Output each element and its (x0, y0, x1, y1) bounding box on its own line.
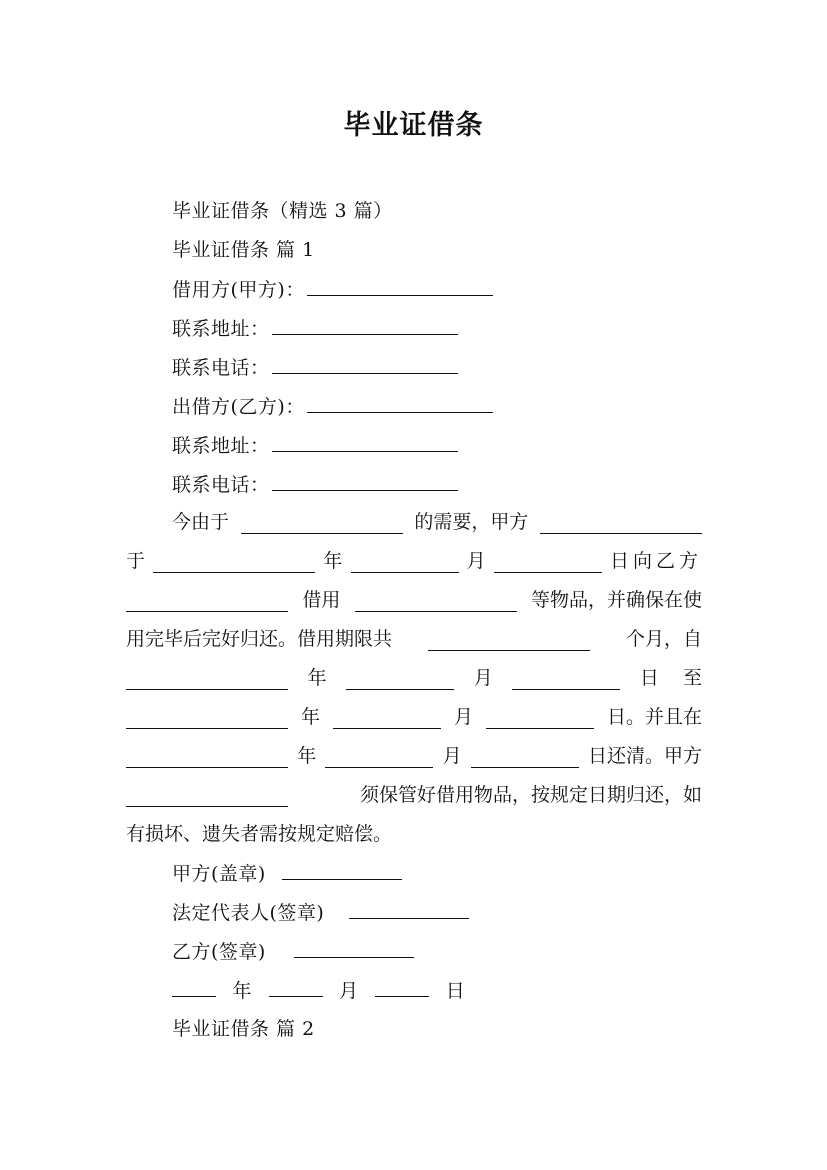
body-text: 于 (126, 550, 146, 572)
document-subtitle: 毕业证借条（精选 3 篇） (172, 200, 393, 222)
body-blank (126, 593, 288, 612)
body-text: 月 (473, 667, 493, 689)
party-b-address-line (172, 433, 460, 458)
date-year-blank (172, 978, 216, 997)
body-blank (351, 554, 459, 573)
body-line-9 (126, 822, 702, 846)
party-a-blank (307, 277, 493, 296)
body-blank (346, 671, 454, 690)
body-text: 年 (323, 550, 343, 572)
body-blank (241, 515, 403, 534)
body-blank (494, 554, 602, 573)
body-line-8 (126, 783, 702, 807)
party-b-phone-label: 联系电话： (172, 474, 270, 496)
body-blank (153, 554, 315, 573)
party-b-phone-line (172, 472, 460, 497)
body-line-5 (126, 666, 702, 690)
date-day-blank (375, 978, 429, 997)
body-text: 的需要，甲方 (414, 511, 529, 533)
body-text: 今由于 (172, 511, 230, 533)
body-text: 日 至 (639, 667, 702, 689)
body-line-1 (172, 510, 702, 534)
date-year-label: 年 (232, 980, 253, 1002)
body-blank (428, 632, 590, 651)
party-b-address-label: 联系地址： (172, 435, 270, 457)
party-a-address-blank (272, 316, 458, 335)
sign-party-a-label: 甲方(盖章) (172, 863, 266, 885)
body-blank (126, 749, 288, 768)
body-line-2 (126, 549, 702, 573)
party-a-address-label: 联系地址： (172, 318, 270, 340)
body-blank (126, 788, 288, 807)
party-b-phone-blank (272, 472, 458, 491)
date-day-label: 日 (445, 980, 466, 1002)
body-text: 日向乙方 (609, 550, 702, 572)
sign-legal-rep-blank (349, 900, 469, 919)
section-heading-2: 毕业证借条 篇 2 (172, 1018, 315, 1040)
party-b-label: 出借方(乙方)： (172, 396, 305, 418)
date-month-blank (269, 978, 323, 997)
party-a-line (172, 277, 495, 302)
body-line-7 (126, 744, 702, 768)
body-text: 有损坏、遗失者需按规定赔偿。 (126, 823, 393, 845)
body-text: 须保管好借用物品，按规定日期归还，如 (359, 784, 702, 806)
body-text: 等物品，并确保在使 (530, 589, 702, 611)
party-a-label: 借用方(甲方)： (172, 279, 305, 301)
sign-party-b-label: 乙方(签章) (172, 941, 266, 963)
party-a-phone-line (172, 355, 460, 380)
body-text: 个月，自 (625, 628, 702, 650)
body-blank (512, 671, 620, 690)
sign-party-a-line (172, 861, 404, 886)
body-text: 用完毕后完好归还。借用期限共 (126, 628, 393, 650)
body-text: 日还清。甲方 (587, 745, 702, 767)
sign-party-b-blank (294, 939, 414, 958)
party-a-phone-label: 联系电话： (172, 357, 270, 379)
date-month-label: 月 (339, 980, 359, 1002)
document-title: 毕业证借条 (343, 110, 484, 141)
date-line (172, 978, 473, 1003)
body-line-3 (126, 588, 702, 612)
section-heading-1: 毕业证借条 篇 1 (172, 239, 315, 261)
body-blank (333, 710, 441, 729)
body-text: 月 (466, 550, 486, 572)
body-blank (126, 671, 288, 690)
body-blank (355, 593, 517, 612)
body-text: 月 (442, 745, 462, 767)
sign-party-a-blank (282, 861, 402, 880)
party-b-blank (307, 394, 493, 413)
party-a-address-line (172, 316, 460, 341)
body-text: 借用 (302, 589, 341, 611)
sign-legal-rep-label: 法定代表人(签章) (172, 902, 325, 924)
body-blank (540, 515, 702, 534)
body-blank (325, 749, 433, 768)
body-blank (486, 710, 594, 729)
body-blank (471, 749, 579, 768)
body-blank (126, 710, 288, 729)
body-line-4 (126, 627, 702, 651)
body-text: 年 (307, 667, 327, 689)
body-text: 月 (453, 706, 473, 728)
sign-legal-rep-line (172, 900, 471, 925)
body-text: 日。并且在 (606, 706, 702, 728)
party-b-line (172, 394, 495, 419)
body-line-6 (126, 705, 702, 729)
party-b-address-blank (272, 433, 458, 452)
body-text: 年 (297, 745, 317, 767)
party-a-phone-blank (272, 355, 458, 374)
body-text: 年 (300, 706, 320, 728)
sign-party-b-line (172, 939, 416, 964)
